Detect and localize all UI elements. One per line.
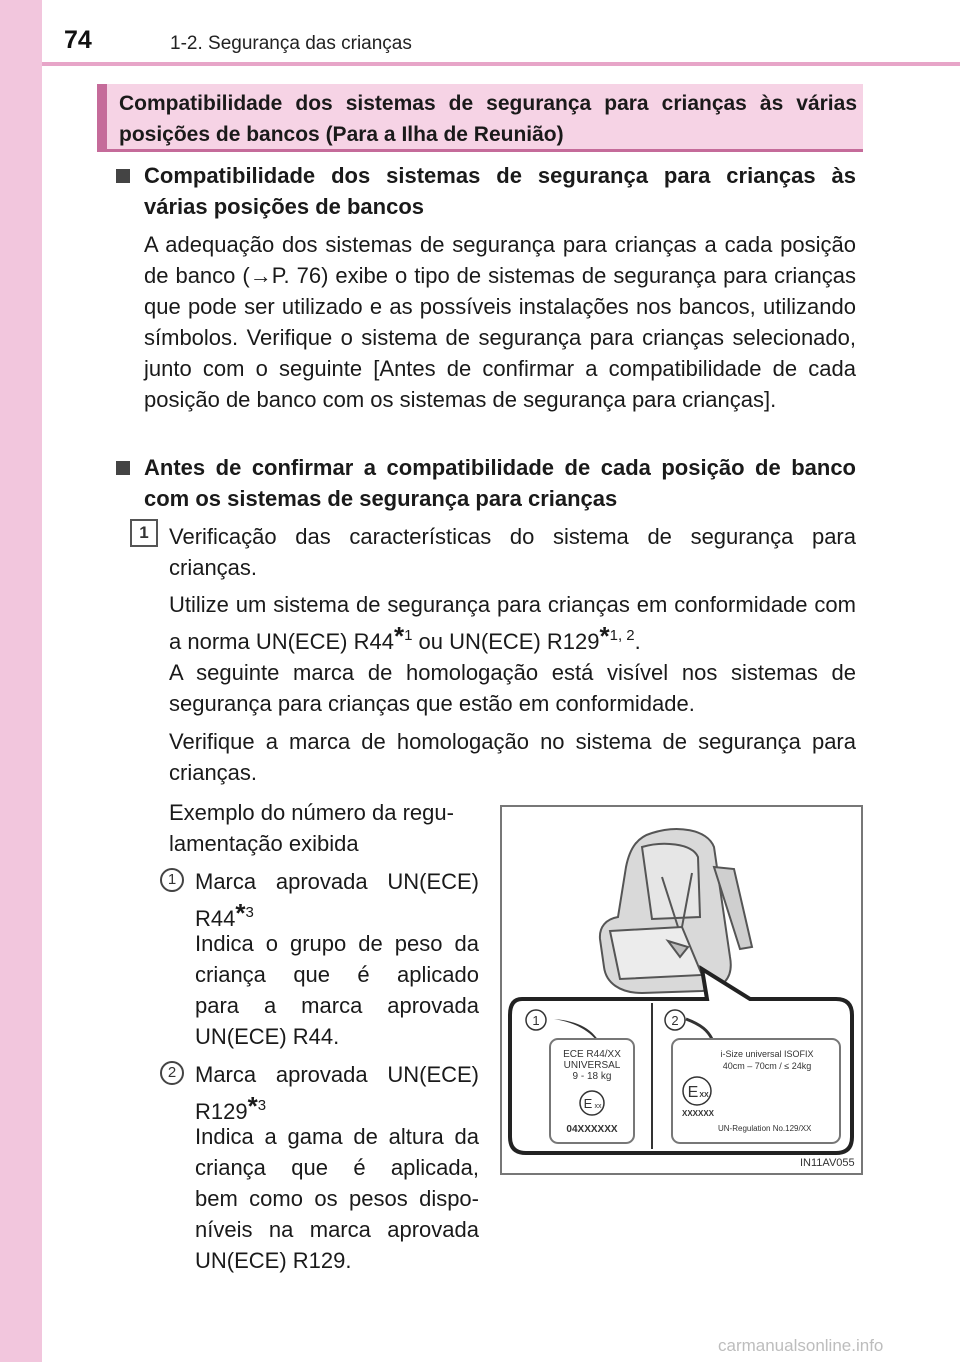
- r44-line: ECE R44/XX: [563, 1049, 621, 1060]
- paragraph-verify: Verifique a marca de homologação no sistema de segurança para crianças.: [169, 729, 856, 785]
- example-intro: [169, 797, 489, 859]
- item1-description: [195, 928, 479, 1052]
- item-number-circle: 2: [160, 1061, 184, 1085]
- r129-code: XXXXXX: [682, 1109, 715, 1118]
- item-number-circle: 1: [160, 868, 184, 892]
- bullet-square: [116, 461, 130, 475]
- e-mark-sub: xx: [594, 1103, 602, 1110]
- page-number: 74: [64, 26, 92, 54]
- approval-mark-figure: [500, 805, 863, 1175]
- r129-line: i-Size universal ISOFIX: [720, 1049, 814, 1059]
- e-mark-sub: XX: [699, 1092, 709, 1099]
- example-intro-line: Exemplo do número da regu-: [169, 800, 454, 825]
- paragraph-norm: [169, 589, 856, 657]
- desc-line: criança que é aplicado: [195, 962, 479, 987]
- block2-heading: Antes de confirmar a compatibilidade de cada posição de banco com os sistemas de segurança para crianças: [144, 455, 856, 511]
- callout-number: 1: [532, 1013, 540, 1028]
- r129-regulation: UN-Regulation No.129/XX: [718, 1124, 812, 1133]
- desc-line: para a marca aprovada: [195, 993, 479, 1018]
- footer-watermark: carmanualsonline.info: [718, 1336, 884, 1355]
- footnote-ref: 1, 2: [609, 627, 635, 644]
- block1-heading: Compatibilidade dos sistemas de segurança para crianças às várias posições de bancos: [144, 163, 856, 219]
- item1-title-line: Marca aprovada UN(ECE): [195, 869, 479, 894]
- asterisk: *: [235, 898, 246, 928]
- e-mark: E: [687, 1084, 699, 1101]
- r44-line: UNIVERSAL: [563, 1060, 621, 1071]
- running-head: 1-2. Segurança das crianças: [170, 33, 412, 54]
- footnote-ref: 1: [404, 627, 413, 644]
- desc-line: UN(ECE) R44.: [195, 1024, 340, 1049]
- side-color-band: [0, 0, 42, 1362]
- figure-illustration: [502, 807, 861, 1173]
- desc-line: UN(ECE) R129.: [195, 1248, 352, 1273]
- callout-number: 2: [671, 1013, 679, 1028]
- child-seat-icon: [600, 829, 752, 993]
- desc-line: Indica o grupo de peso da: [195, 931, 479, 956]
- desc-line: níveis na marca aprovada: [195, 1217, 479, 1242]
- asterisk: *: [393, 621, 405, 651]
- item2-title: [195, 1059, 479, 1127]
- step-number-box: 1: [130, 519, 158, 547]
- example-intro-line: lamentação exibida: [169, 831, 359, 856]
- step-text: Verificação das características do sistema de segurança para crianças.: [169, 524, 856, 580]
- paragraph-norm-part-c: .: [634, 629, 641, 654]
- paragraph-norm-part-b: ou UN(ECE) R129: [412, 629, 600, 654]
- r44-line: 9 - 18 kg: [572, 1071, 612, 1082]
- header-rule: [42, 62, 960, 66]
- item2-description: [195, 1121, 479, 1276]
- block1-body: A adequação dos sistemas de segurança para crianças a cada posição de banco (→P. 76) exibe o tipo de sistemas de segurança para crianças que pode ser utilizado e as possíveis instalações nos bancos, utilizando símbolos. Verifique o sistema de segurança para crianças selecionado, junto com o seguinte [Antes de confirmar a compatibilidade de cada posição de banco com os sistemas de segurança para crianças].: [144, 232, 856, 412]
- footnote-ref: 3: [257, 1097, 267, 1114]
- asterisk: *: [247, 1091, 258, 1121]
- r44-code: 04XXXXXX: [566, 1124, 618, 1135]
- section-title-box: [97, 84, 863, 152]
- item1-title: [195, 866, 479, 934]
- page-header: [42, 0, 960, 62]
- paragraph-mark: A seguinte marca de homologação está visível nos sistemas de segurança para crianças que estão em conformidade.: [169, 660, 856, 716]
- footnote-ref: 3: [245, 904, 254, 921]
- item2-title-line: Marca aprovada UN(ECE): [195, 1062, 479, 1087]
- desc-line: Indica a gama de altura da: [195, 1124, 479, 1149]
- e-mark: E: [583, 1096, 593, 1111]
- bullet-square: [116, 169, 130, 183]
- asterisk: *: [599, 621, 610, 651]
- paragraph-norm-part-a: Utilize um sistema de segurança para crianças em conformidade com a norma UN(ECE) R44: [169, 592, 856, 654]
- figure-code: IN11AV055: [800, 1157, 855, 1169]
- section-title: Compatibilidade dos sistemas de segurança para crianças às várias posições de bancos (Para a Ilha de Reunião): [119, 92, 857, 146]
- r129-line: 40cm – 70cm / ≤ 24kg: [722, 1061, 812, 1071]
- desc-line: criança que é aplicada,: [195, 1155, 479, 1180]
- item1-title-r: R44: [195, 906, 236, 931]
- desc-line: bem como os pesos dispo-: [195, 1186, 479, 1211]
- item2-title-r: R129: [195, 1099, 248, 1124]
